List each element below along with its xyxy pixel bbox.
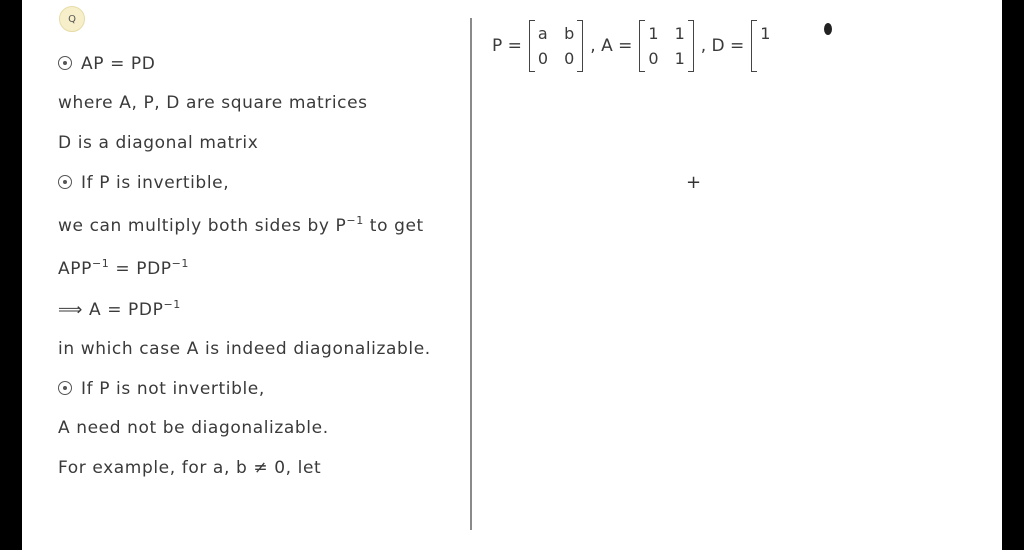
crosshair-cursor-icon: + (686, 172, 702, 193)
text-line: in which case A is indeed diagonalizable. (58, 339, 431, 359)
text-fragment: APP (58, 259, 92, 279)
text-fragment: = PDP (109, 259, 172, 279)
superscript: −1 (171, 257, 190, 270)
equation-ap-pd: AP = PD (81, 54, 156, 74)
question-badge[interactable] (59, 6, 85, 32)
question-badge-label: Q (68, 13, 76, 25)
a-label: , A = (590, 36, 633, 56)
text-line: A need not be diagonalizable. (58, 418, 329, 438)
text-fragment: ⟹ A = PDP (58, 300, 164, 320)
bullet-text: If P is invertible, (81, 173, 230, 193)
matrix-cell: 1 (648, 24, 659, 43)
matrix-cell: 1 (674, 49, 685, 68)
whiteboard-page (22, 0, 1002, 550)
bullet-line-invertible (58, 172, 229, 194)
text-line: where A, P, D are square matrices (58, 93, 368, 113)
d-matrix-partial (751, 20, 779, 72)
matrix-cell: 1 (674, 24, 685, 43)
matrix-cell: 1 (760, 24, 771, 43)
column-divider (470, 18, 472, 530)
superscript: −1 (163, 298, 181, 311)
equation-implies (58, 299, 181, 321)
superscript: −1 (346, 214, 364, 227)
bullet-icon (58, 381, 72, 395)
matrix-cell-empty (760, 49, 770, 68)
bullet-line-ap-pd (58, 53, 155, 75)
matrix-cell: 0 (537, 49, 549, 68)
pen-cursor-icon (824, 23, 832, 35)
p-matrix (529, 20, 583, 72)
text-line: For example, for a, b ≠ 0, let (58, 458, 322, 478)
bullet-text: If P is not invertible, (81, 379, 265, 399)
superscript: −1 (91, 257, 110, 270)
a-matrix (639, 20, 693, 72)
bullet-icon (58, 56, 72, 70)
text-line-multiply (58, 215, 424, 237)
text-fragment: to get (363, 216, 424, 236)
bullet-line-not-invertible (58, 378, 265, 400)
matrix-cell: a (537, 24, 548, 43)
d-label: , D = (700, 36, 745, 56)
matrix-cell: 0 (564, 49, 575, 68)
matrix-cell: 0 (648, 49, 659, 68)
text-fragment: we can multiply both sides by P (58, 216, 347, 236)
p-label: P = (492, 36, 522, 56)
equation-app-inverse (58, 258, 189, 280)
matrix-definitions (489, 14, 783, 78)
text-line: D is a diagonal matrix (58, 133, 259, 153)
bullet-icon (58, 175, 72, 189)
matrix-cell: b (564, 24, 575, 43)
